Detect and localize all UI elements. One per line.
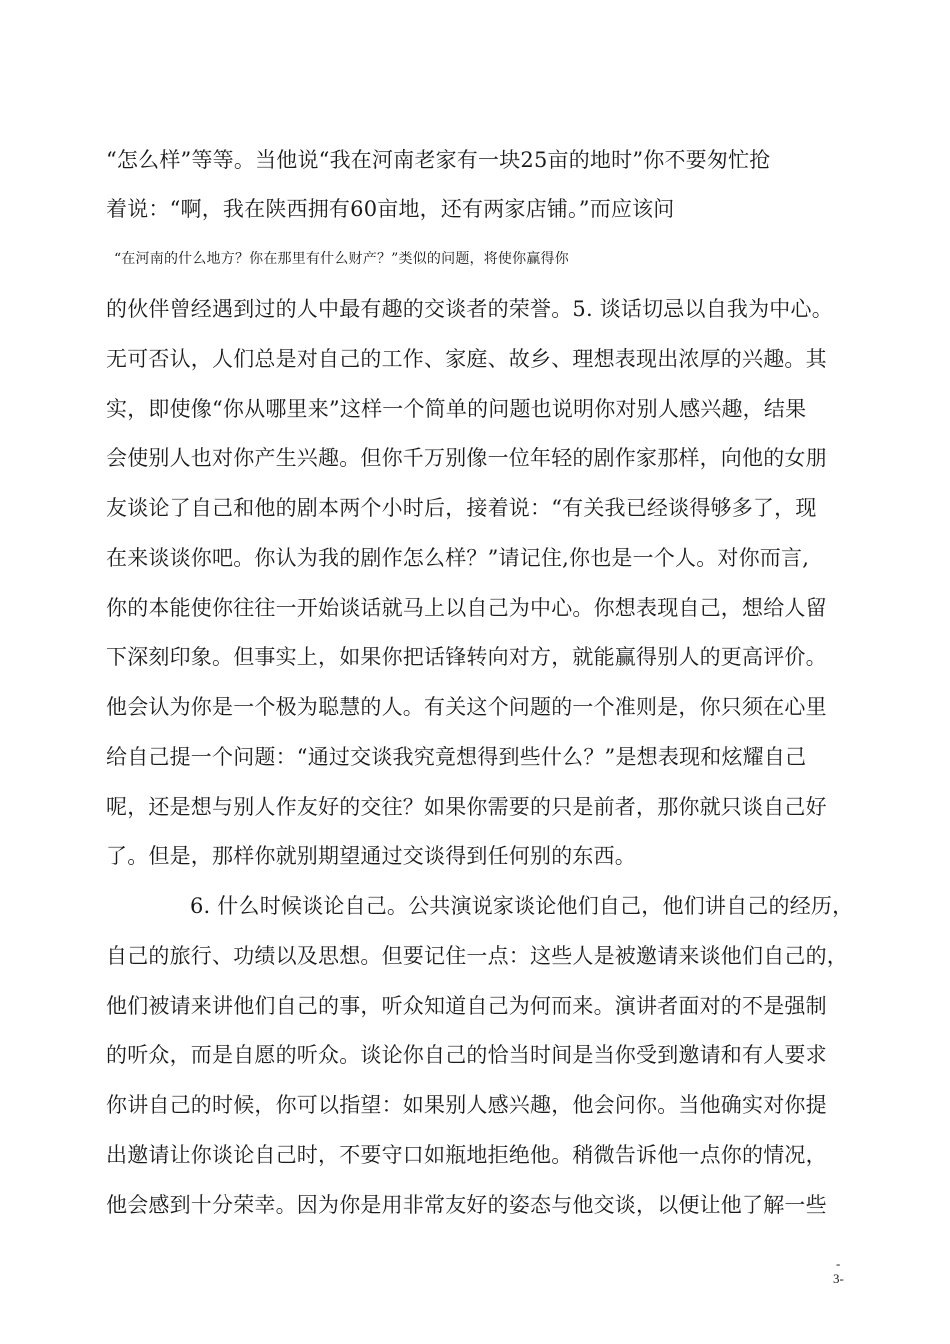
- text-line: 自己的旅行、功绩以及思想。但要记住一点：这些人是被邀请来谈他们自己的，: [106, 944, 848, 968]
- footer-dash: -: [836, 1256, 841, 1271]
- text-line: “在河南的什么地方？你在那里有什么财产？”类似的问题，将使你赢得你: [114, 251, 569, 267]
- text-line: 的听众，而是自愿的听众。谈论你自己的恰当时间是当你受到邀请和有人要求: [106, 1043, 827, 1067]
- text-line: 他会认为你是一个极为聪慧的人。有关这个问题的一个准则是，你只须在心里: [106, 695, 827, 719]
- text-line: 友谈论了自己和他的剧本两个小时后，接着说：“有关我已经谈得够多了，现: [106, 496, 817, 520]
- text-line: 着说：“啊，我在陕西拥有60亩地，还有两家店铺。”而应该问: [106, 197, 675, 221]
- page-number: 3-: [833, 1271, 844, 1286]
- text-line: 他们被请来讲他们自己的事，听众知道自己为何而来。演讲者面对的不是强制: [106, 994, 827, 1018]
- text-line: 他会感到十分荣幸。因为你是用非常友好的姿态与他交谈，以便让他了解一些: [106, 1193, 827, 1217]
- text-line: “怎么样”等等。当他说“我在河南老家有一块25亩的地时”你不要匆忙抢: [106, 148, 771, 172]
- text-line: 你的本能使你往往一开始谈话就马上以自己为中心。你想表现自己，想给人留: [106, 596, 827, 620]
- text-line: 在来谈谈你吧。你认为我的剧作怎么样？”请记住,你也是一个人。对你而言,: [106, 546, 810, 570]
- text-line: 给自己提一个问题：“通过交谈我究竟想得到些什么？”是想表现和炫耀自己: [106, 745, 807, 769]
- text-line: 下深刻印象。但事实上，如果你把话锋转向对方，就能赢得别人的更高评价。: [106, 645, 827, 669]
- text-line: 6. 什么时候谈论自己。公共演说家谈论他们自己，他们讲自己的经历，: [190, 894, 854, 918]
- text-line: 会使别人也对你产生兴趣。但你千万别像一位年轻的剧作家那样，向他的女朋: [106, 446, 827, 470]
- text-line: 实，即使像“你从哪里来”这样一个简单的问题也说明你对别人感兴趣，结果: [106, 397, 807, 421]
- text-line: 你讲自己的时候，你可以指望：如果别人感兴趣，他会问你。当他确实对你提: [106, 1093, 827, 1117]
- text-line: 呢，还是想与别人作友好的交往？如果你需要的只是前者，那你就只谈自己好: [106, 795, 827, 819]
- text-line: 出邀请让你谈论自己时，不要守口如瓶地拒绝他。稍微告诉他一点你的情况，: [106, 1143, 827, 1167]
- text-line: 的伙伴曾经遇到过的人中最有趣的交谈者的荣誉。5. 谈话切忌以自我为中心。: [106, 297, 833, 321]
- text-line: 了。但是，那样你就别期望通过交谈得到任何别的东西。: [106, 844, 636, 868]
- text-line: 无可否认，人们总是对自己的工作、家庭、故乡、理想表现出浓厚的兴趣。其: [106, 347, 827, 371]
